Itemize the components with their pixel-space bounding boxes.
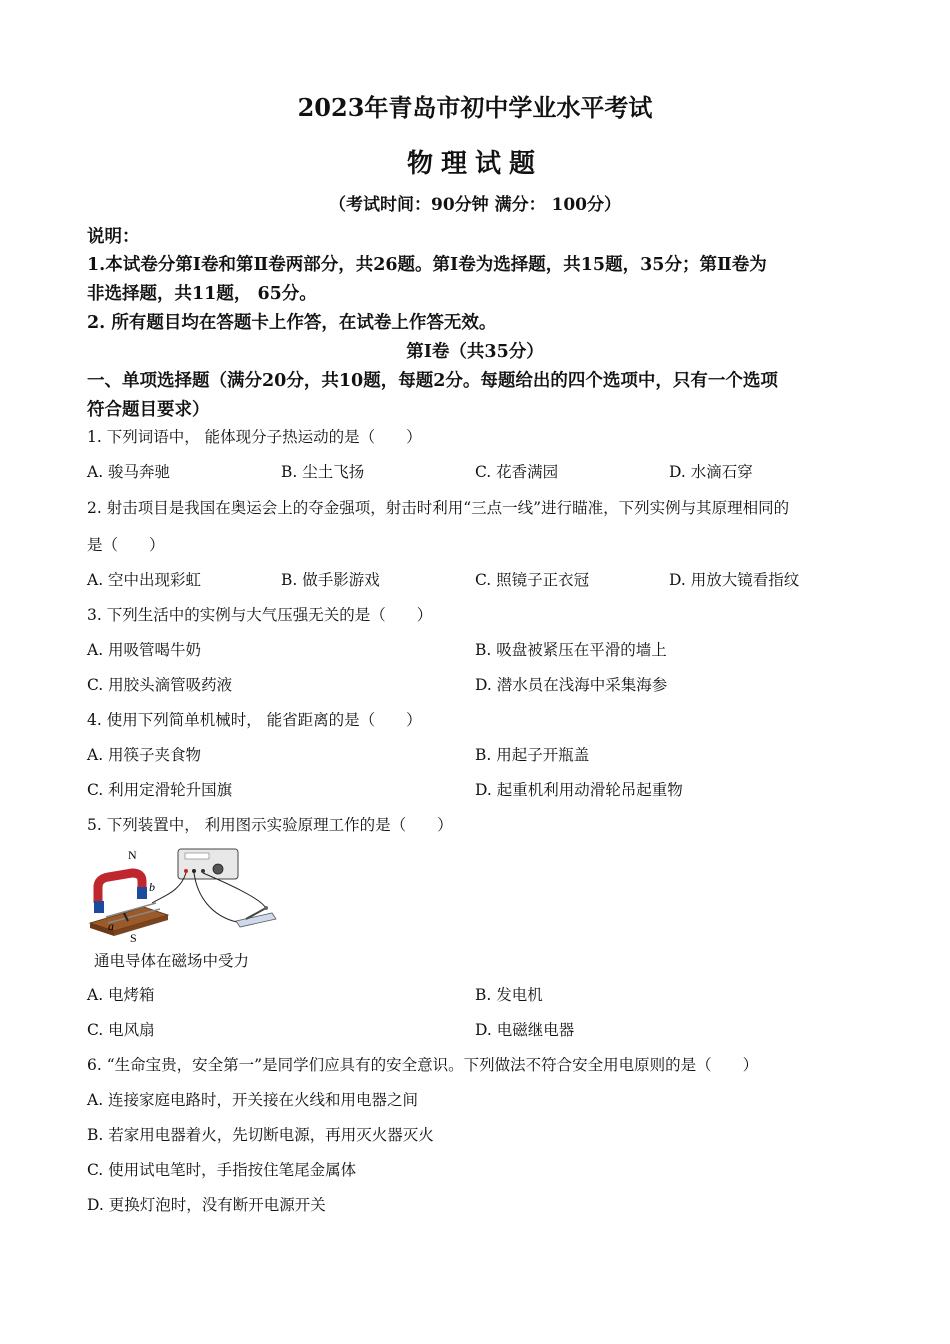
experiment-figure — [86, 843, 278, 943]
part-one-title: 第Ⅰ卷（共35分） — [406, 342, 544, 362]
label-a: a — [108, 919, 114, 933]
instruction-line-1: 1.本试卷分第Ⅰ卷和第Ⅱ卷两部分，共26题。第Ⅰ卷为选择题，共15题，35分；第Ⅱ卷为 — [87, 255, 767, 275]
question-4-stem: 4. 使用下列简单机械时， 能省距离的是（ ） — [87, 711, 422, 729]
instruction-line-1-cont: 非选择题，共11题， 65分。 — [87, 284, 317, 304]
q6-option-c: C. 使用试电笔时，手指按住笔尾金属体 — [87, 1161, 357, 1179]
label-n: N — [128, 848, 137, 862]
instruction-line-2: 2. 所有题目均在答题卡上作答，在试卷上作答无效。 — [87, 313, 497, 333]
q5-option-a: A. 电烤箱 — [87, 986, 155, 1004]
q2-option-c: C. 照镜子正衣冠 — [475, 571, 590, 589]
question-5-stem: 5. 下列装置中， 利用图示实验原理工作的是（ ） — [87, 816, 453, 834]
q3-option-d: D. 潜水员在浅海中采集海参 — [475, 676, 668, 694]
exam-title: 2023年青岛市初中学业水平考试 — [297, 93, 653, 122]
section-heading-cont: 符合题目要求） — [87, 400, 210, 420]
q4-option-a: A. 用筷子夹食物 — [87, 746, 202, 764]
q5-option-c: C. 电风扇 — [87, 1021, 155, 1039]
question-3-stem: 3. 下列生活中的实例与大气压强无关的是（ ） — [87, 606, 433, 624]
q4-option-b: B. 用起子开瓶盖 — [475, 746, 590, 764]
q4-option-d: D. 起重机利用动滑轮吊起重物 — [475, 781, 683, 799]
q3-option-c: C. 用胶头滴管吸药液 — [87, 676, 233, 694]
q5-option-d: D. 电磁继电器 — [475, 1021, 575, 1039]
instructions-heading: 说明： — [87, 227, 140, 247]
figure-caption: 通电导体在磁场中受力 — [94, 952, 250, 970]
q3-option-a: A. 用吸管喝牛奶 — [87, 641, 202, 659]
question-2-stem-cont: 是（ ） — [87, 536, 165, 554]
q1-option-d: D. 水滴石穿 — [669, 463, 753, 481]
q2-option-d: D. 用放大镜看指纹 — [669, 571, 800, 589]
question-6-stem: 6. “生命宝贵，安全第一”是同学们应具有的安全意识。下列做法不符合安全用电原则的是（ ） — [87, 1056, 759, 1074]
q3-option-b: B. 吸盘被紧压在平滑的墙上 — [475, 641, 667, 659]
q1-option-c: C. 花香满园 — [475, 463, 559, 481]
question-2-stem: 2. 射击项目是我国在奥运会上的夺金强项，射击时利用“三点一线”进行瞄准，下列实例与其原理相同的 — [87, 499, 790, 517]
q6-option-a: A. 连接家庭电路时，开关接在火线和用电器之间 — [87, 1091, 419, 1109]
section-heading: 一、单项选择题（满分20分，共10题，每题2分。每题给出的四个选项中，只有一个选项 — [87, 371, 778, 391]
q1-option-b: B. 尘土飞扬 — [281, 463, 365, 481]
label-b: b — [149, 880, 155, 894]
q6-option-b: B. 若家用电器着火，先切断电源，再用灭火器灭火 — [87, 1126, 434, 1144]
exam-info: （考试时间：90分钟 满分： 100分） — [329, 195, 621, 215]
q6-option-d: D. 更换灯泡时，没有断开电源开关 — [87, 1196, 326, 1214]
subject-title: 物理试题 — [406, 149, 543, 179]
question-1-stem: 1. 下列词语中， 能体现分子热运动的是（ ） — [87, 428, 422, 446]
q2-option-b: B. 做手影游戏 — [281, 571, 380, 589]
q5-option-b: B. 发电机 — [475, 986, 543, 1004]
q2-option-a: A. 空中出现彩虹 — [87, 571, 202, 589]
q1-option-a: A. 骏马奔驰 — [87, 463, 171, 481]
q4-option-c: C. 利用定滑轮升国旗 — [87, 781, 233, 799]
power-supply-icon — [178, 849, 238, 879]
label-s: S — [130, 931, 137, 943]
switch-icon — [236, 906, 276, 927]
